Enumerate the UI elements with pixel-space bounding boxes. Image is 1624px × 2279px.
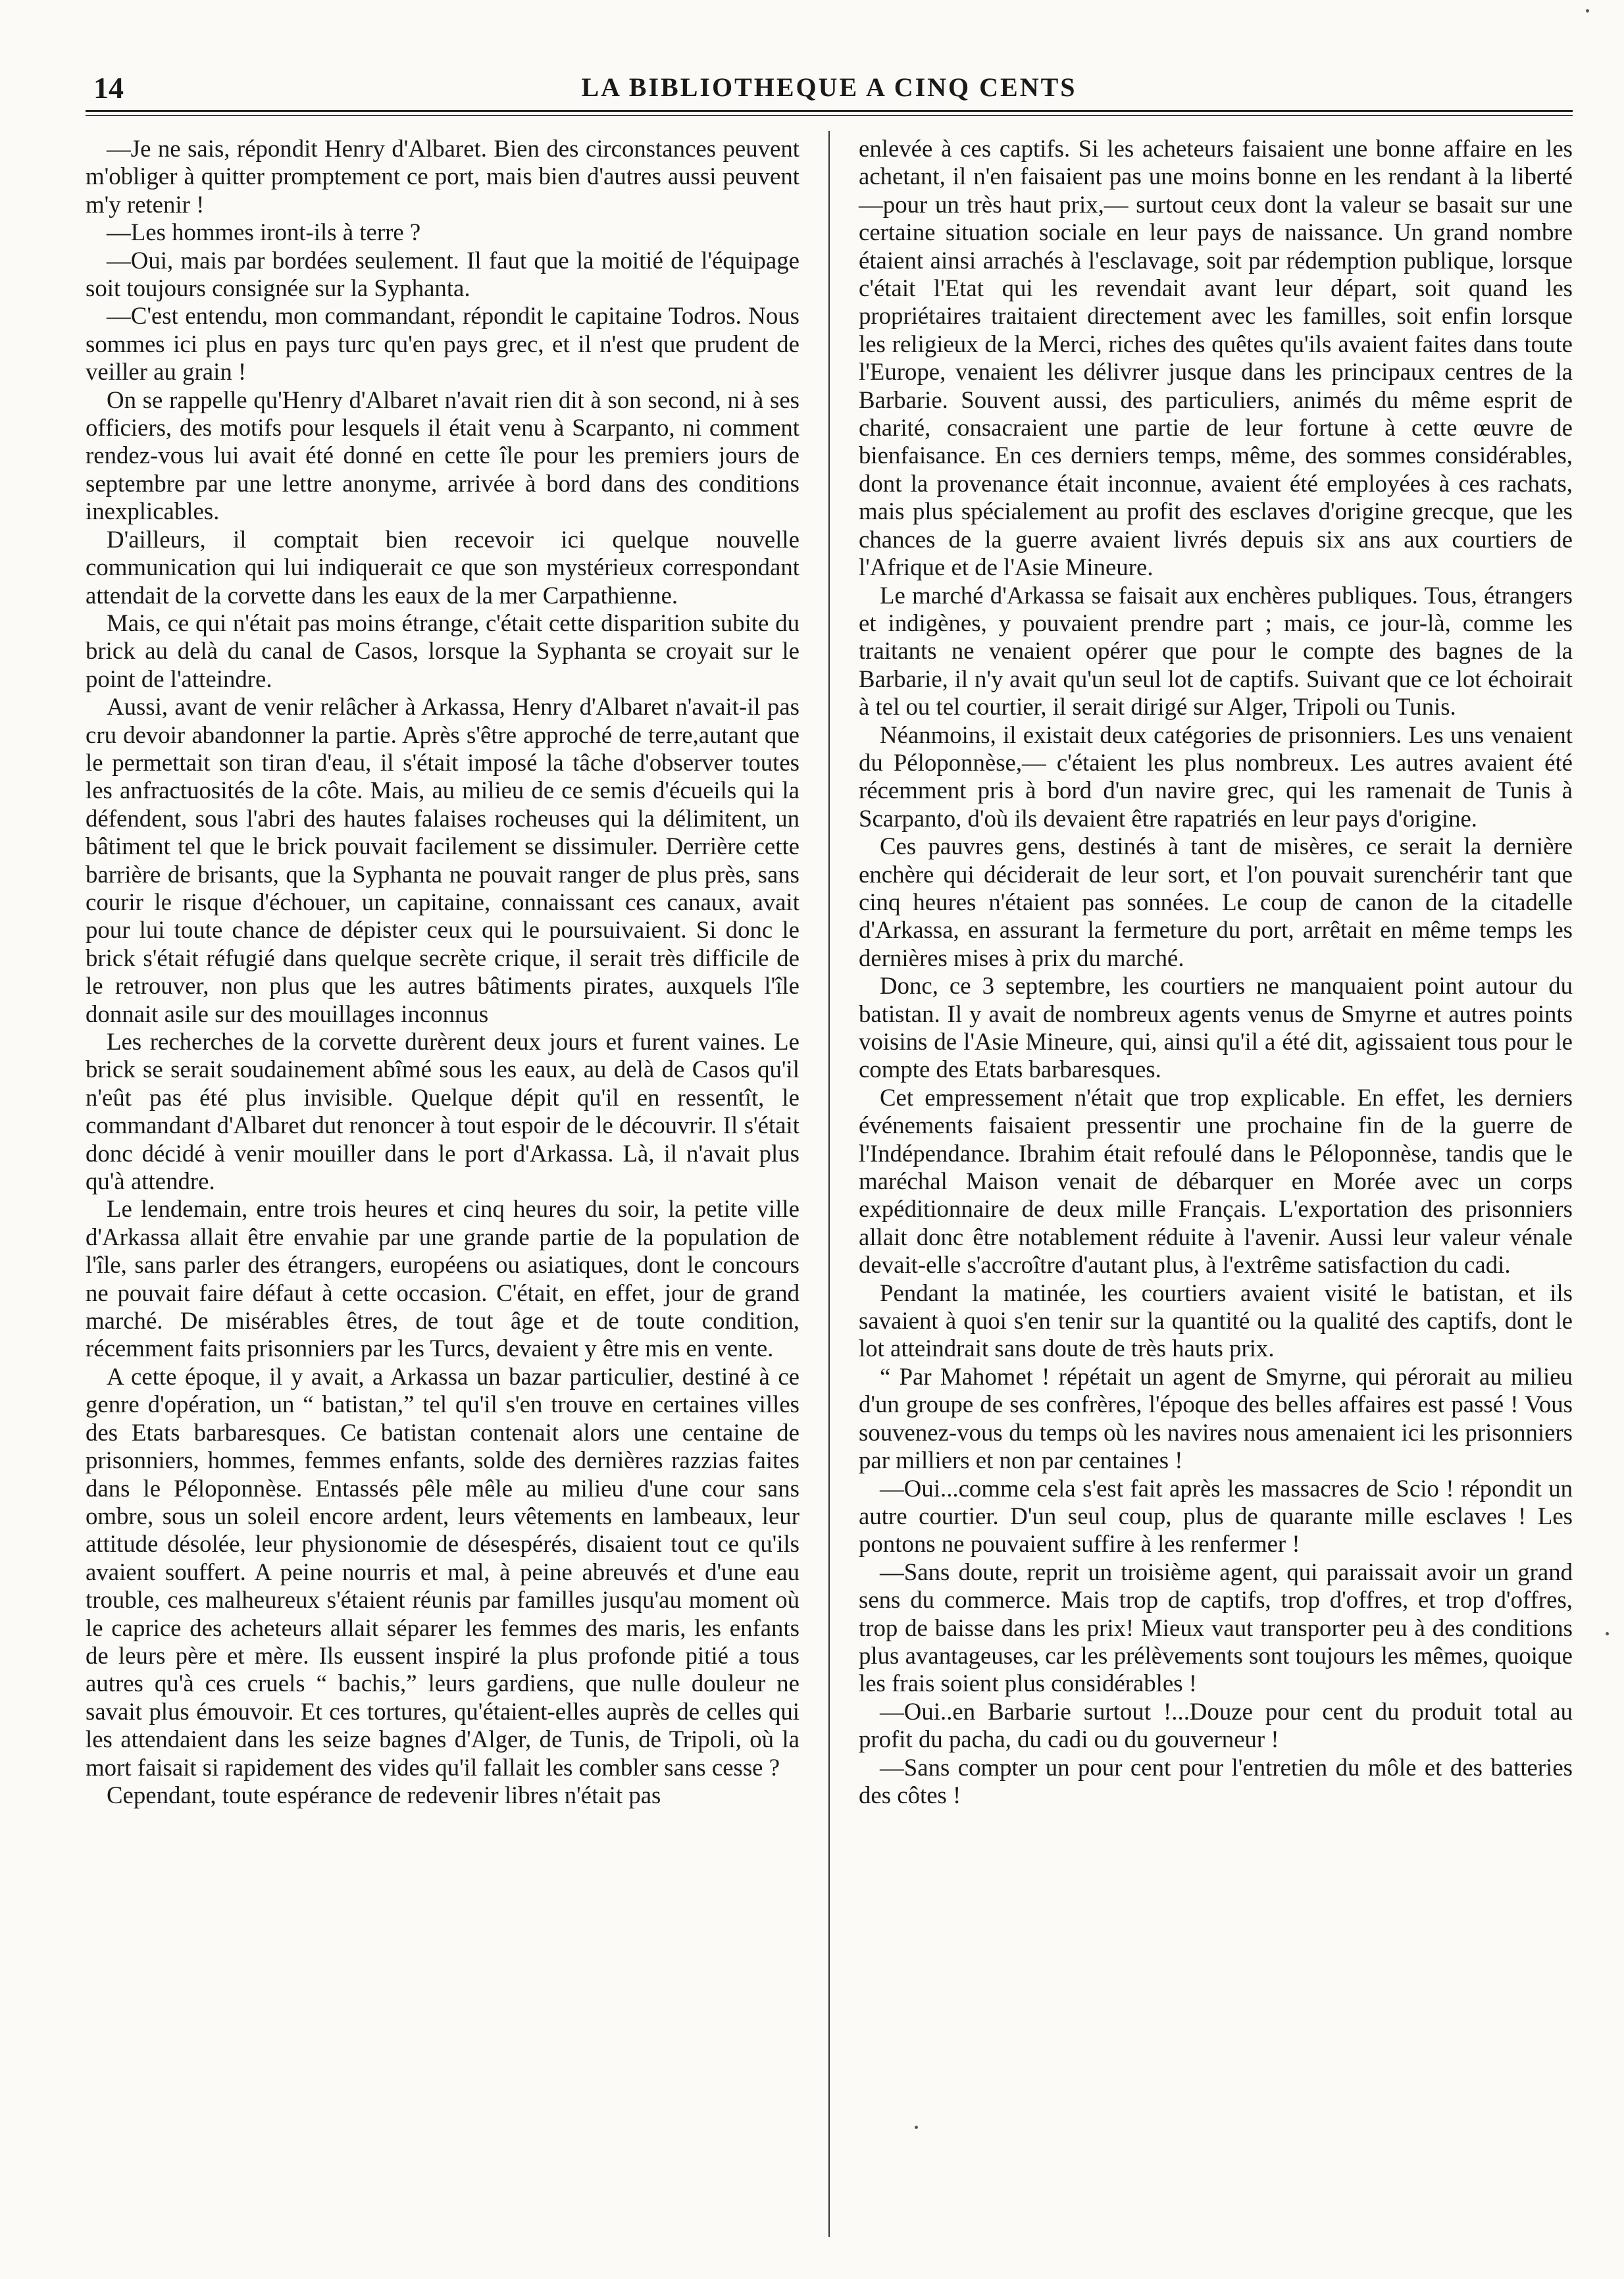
paragraph: —Oui..en Barbarie surtout !...Douze pour cent du produit total au profit du pacha, du cadi ou du gouverneur ! <box>859 1697 1573 1753</box>
paragraph: Donc, ce 3 septembre, les courtiers ne manquaient point autour du batistan. Il y avait de nombreux agents venus de Smyrne et autres points voisins de l'Asie Mineure, qui, ainsi qu'il a été dit, agissaient tous pour le compte des Etats barbaresques. <box>859 972 1573 1083</box>
paragraph: enlevée à ces captifs. Si les acheteurs faisaient une bonne affaire en les achetant, il n'en faisaient pas une moins bonne en les rendant à la liberté—pour un très haut prix,— surtout ceux dont la valeur se basait sur une certaine situation sociale en leur pays de naissance. Un grand nombre étaient ainsi arrachés à l'esclavage, soit par rédemption publique, lorsque c'était l'Etat qui les revendait avant leur départ, soit quand les propriétaires traitaient directement avec les familles, soit enfin lorsque les religieux de la Merci, riches des quêtes qu'ils avaient faites dans toute l'Europe, venaient les délivrer jusque dans les principaux centres de la Barbarie. Souvent aussi, des particuliers, animés du même esprit de charité, consacraient une partie de leur fortune à cette œuvre de bienfaisance. En ces derniers temps, même, des sommes considérables, dont la provenance était inconnue, avaient été employées à ces rachats, mais plus spécialement au profit des esclaves d'origine grecque, que les chances de la guerre avaient livrés depuis six ans aux courtiers de l'Afrique et de l'Asie Mineure. <box>859 135 1573 581</box>
paragraph: Ces pauvres gens, destinés à tant de misères, ce serait la dernière enchère qui déciderait de leur sort, et l'on pouvait surenchérir tant que cinq heures n'étaient pas sonnées. Le coup de canon de la citadelle d'Arkassa, en assurant la fermeture du port, arrêtait en même temps les dernières mises à prix du marché. <box>859 832 1573 971</box>
running-title: LA BIBLIOTHEQUE A CINQ CENTS <box>581 72 1077 102</box>
page-header <box>86 63 1573 109</box>
paragraph: D'ailleurs, il comptait bien recevoir ici quelque nouvelle communication qui lui indiquerait ce que son mystérieux correspondant attendait de la corvette dans les eaux de la mer Carpathienne. <box>86 525 799 609</box>
print-speck <box>1586 9 1589 13</box>
paragraph: Mais, ce qui n'était pas moins étrange, c'était cette disparition subite du brick au delà du canal de Casos, lorsque la Syphanta se croyait sur le point de l'atteindre. <box>86 609 799 692</box>
paragraph: On se rappelle qu'Henry d'Albaret n'avait rien dit à son second, ni à ses officiers, des motifs pour lesquels il était venu à Scarpanto, ni comment rendez-vous lui avait été donné en cette île pour les premiers jours de septembre par une lettre anonyme, arrivée à bord dans des conditions inexplicables. <box>86 386 799 525</box>
right-column <box>851 135 1573 2221</box>
paragraph: Cet empressement n'était que trop explicable. En effet, les derniers événements faisaient pressentir une prochaine fin de la guerre de l'Indépendance. Ibrahim était refoulé dans le Péloponnèse, tandis que le maréchal Maison venait de débarquer en Morée avec un corps expéditionnaire de deux mille Français. L'exportation des prisonniers allait donc être notablement réduite à l'avenir. Aussi leur valeur vénale devait-elle s'accroître d'autant plus, à l'extrême satisfaction du cadi. <box>859 1083 1573 1279</box>
header-rule <box>86 110 1573 116</box>
paragraph: —Sans doute, reprit un troisième agent, qui paraissait avoir un grand sens du commerce. Mais trop de captifs, trop d'offres, et trop d'offres, trop de baisse dans les prix! Mieux vaut transporter peu à des conditions plus avantageuses, car les prélèvements sont toujours les mêmes, quoique les frais soient plus considérables ! <box>859 1558 1573 1697</box>
paragraph: —Les hommes iront-ils à terre ? <box>107 218 421 246</box>
paragraph: —Oui...comme cela s'est fait après les massacres de Scio ! répondit un autre courtier. D'un seul coup, plus de quarante mille esclaves ! Les pontons ne pouvaient suffire à les renfermer ! <box>859 1474 1573 1558</box>
paragraph: —C'est entendu, mon commandant, répondit le capitaine Todros. Nous sommes ici plus en pays turc qu'en pays grec, et il n'est que prudent de veiller au grain ! <box>86 302 799 386</box>
paragraph: Pendant la matinée, les courtiers avaient visité le batistan, et ils savaient à quoi s'en tenir sur la quantité ou la qualité des captifs, dont le lot atteindrait sans doute de très hauts prix. <box>859 1279 1573 1362</box>
print-speck <box>915 2126 918 2129</box>
paragraph: Néanmoins, il existait deux catégories de prisonniers. Les uns venaient du Péloponnèse,— c'étaient les plus nombreux. Les autres avaient été récemment pris à bord d'un navire grec, qui les ramenait de Tunis à Scarpanto, d'où ils devaient être rapatriés en leur pays d'origine. <box>859 721 1573 832</box>
print-speck <box>1606 1632 1609 1635</box>
column-divider <box>828 131 830 2237</box>
paragraph: Cependant, toute espérance de redevenir libres n'était pas <box>107 1781 661 1808</box>
left-column <box>86 135 807 2221</box>
paragraph: A cette époque, il y avait, a Arkassa un bazar particulier, destiné à ce genre d'opération, un “ batistan,” tel qu'il s'en trouve en certaines villes des Etats barbaresques. Ce batistan contenait alors une centaine de prisonniers, hommes, femmes enfants, solde des dernières razzias faites dans le Péloponnèse. Entassés pêle mêle au milieu d'une cour sans ombre, sous un soleil encore ardent, leurs vêtements en lambeaux, leur attitude désolée, leur physionomie de désespérés, disaient tout ce qu'ils avaient souffert. A peine nourris et mal, à peine abreuvés et d'une eau trouble, ces malheureux s'étaient réunis par familles jusqu'au moment où le caprice des acheteurs allait séparer les femmes des maris, les enfants de leurs père et mère. Ils eussent inspiré la plus profonde pitié a tous autres qu'à ces cruels “ bachis,” leurs gardiens, que nulle douleur ne savait plus émouvoir. Et ces tortures, qu'étaient-elles auprès de celles qui les attendaient dans les seize bagnes d'Alger, de Tunis, de Tripoli, où la mort faisait si rapidement des vides qu'il fallait les combler sans cesse ? <box>86 1362 799 1781</box>
paragraph: Le lendemain, entre trois heures et cinq heures du soir, la petite ville d'Arkassa allait être envahie par une grande partie de la population de l'île, sans parler des étrangers, européens ou asiatiques, dont le concours ne pouvait faire défaut à cette occasion. C'était, en effet, jour de grand marché. De misérables êtres, de tout âge et de toute condition, récemment faits prisonniers par les Turcs, devaient y être mis en vente. <box>86 1195 799 1362</box>
page-number: 14 <box>93 71 124 105</box>
paragraph: Aussi, avant de venir relâcher à Arkassa, Henry d'Albaret n'avait-il pas cru devoir abandonner la partie. Après s'être approché de terre,autant que le permettait son tiran d'eau, il s'était imposé la tâche d'observer toutes les anfractuosités de la côte. Mais, au milieu de ce semis d'écueils qui la défendent, sous l'abri des hautes falaises rocheuses qui la délimitent, un bâtiment tel que le brick pouvait facilement se dissimuler. Derrière cette barrière de brisants, que la Syphanta ne pouvait ranger de plus près, sans courir le risque d'échouer, un capitaine, connaissant ces canaux, avait pour lui toute chance de dépister ceux qui le poursuivaient. Si donc le brick s'était réfugié dans quelque secrète crique, il serait très difficile de le retrouver, non plus que les autres bâtiments pirates, auxquels l'île donnait asile sur des mouillages inconnus <box>86 693 799 1027</box>
paragraph: “ Par Mahomet ! répétait un agent de Smyrne, qui pérorait au milieu d'un groupe de ses confrères, l'époque des belles affaires est passé ! Vous souvenez-vous du temps où les navires nous amenaient ici les prisonniers par milliers et non par centaines ! <box>859 1362 1573 1474</box>
paragraph: Le marché d'Arkassa se faisait aux enchères publiques. Tous, étrangers et indigènes, y pouvaient prendre part ; mais, ce jour-là, comme les traitants ne venaient opérer que pour le compte des bagnes de la Barbarie, il n'y avait qu'un seul lot de captifs. Suivant que ce lot échoirait à tel ou tel courtier, il serait dirigé sur Alger, Tripoli ou Tunis. <box>859 581 1573 721</box>
paragraph: —Oui, mais par bordées seulement. Il faut que la moitié de l'équipage soit toujours consignée sur la Syphanta. <box>86 246 799 302</box>
text-columns <box>86 135 1573 2221</box>
paragraph: Les recherches de la corvette durèrent deux jours et furent vaines. Le brick se serait soudainement abîmé sous les eaux, au delà de Casos qu'il n'eût pas été plus invisible. Quelque dépit qu'il en ressentît, le commandant d'Albaret dut renoncer à tout espoir de le découvrir. Il s'était donc décidé à venir mouiller dans le port d'Arkassa. Là, il n'avait plus qu'à attendre. <box>86 1028 799 1195</box>
page <box>86 63 1573 2221</box>
paragraph: —Je ne sais, répondit Henry d'Albaret. Bien des circonstances peuvent m'obliger à quitter promptement ce port, mais bien d'autres aussi peuvent m'y retenir ! <box>86 135 799 218</box>
paragraph: —Sans compter un pour cent pour l'entretien du môle et des batteries des côtes ! <box>859 1753 1573 1808</box>
